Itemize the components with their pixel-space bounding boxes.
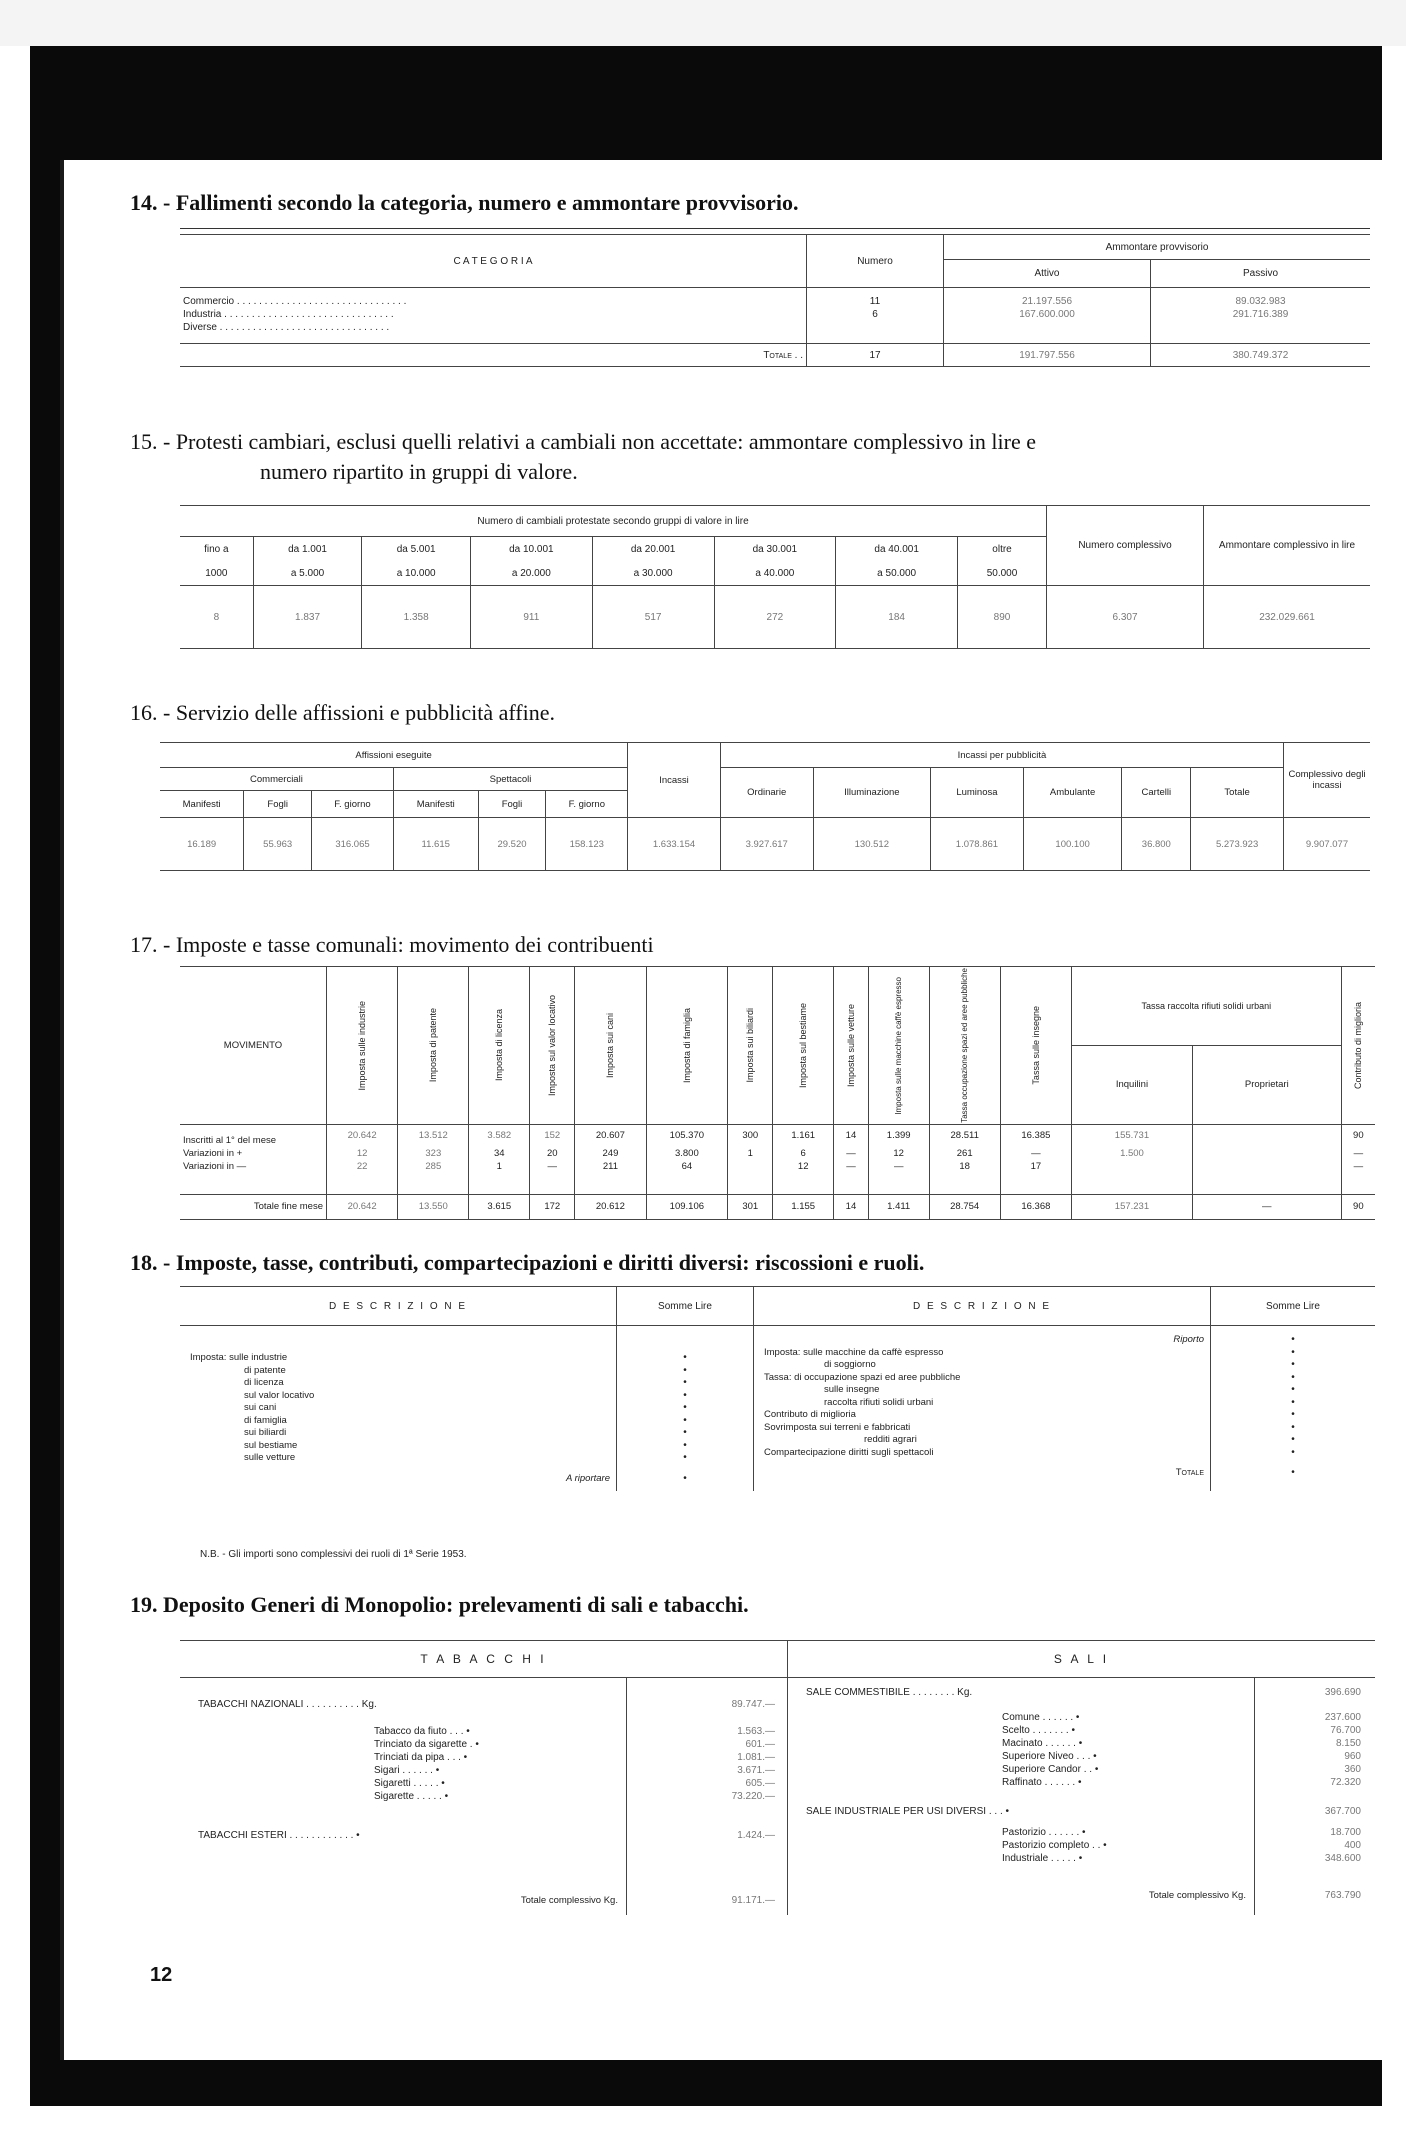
col-ordinarie: Ordinarie xyxy=(720,768,813,818)
value-cell: 5.273.923 xyxy=(1191,818,1284,871)
value-cell: 184 xyxy=(836,586,958,649)
right-desc-block: Riporto Imposta: sulle macchine da caffè espresso di soggiorno Tassa: di occupazione spazi ed aree pubbliche sulle insegne raccolta rifiuti solidi urbani Contributo di miglioria Sovrimposta sui terreni e fabbricati redditi agrari Compartecipazione diritti sugli spettacoli Totale xyxy=(754,1326,1211,1492)
value-cell: 29.520 xyxy=(478,818,546,871)
value-cell: — xyxy=(834,1147,869,1160)
value-cell: 28.511 xyxy=(929,1124,1000,1147)
cell-num xyxy=(807,321,944,344)
table-17 xyxy=(180,966,1375,1220)
total-cell: 90 xyxy=(1341,1194,1375,1219)
page-number: 12 xyxy=(150,1964,173,1986)
col-cani: Imposta sui cani xyxy=(575,967,646,1125)
cell-num: 11 xyxy=(807,288,944,309)
section-16-title: 16. - Servizio delle affissioni e pubblicità affine. xyxy=(130,700,556,725)
section-18-title: 18. - Imposte, tasse, contributi, compartecipazioni e diritti diversi: riscossioni e ruoli. xyxy=(130,1250,925,1275)
value-cell: 211 xyxy=(575,1160,646,1195)
section-17-title: 17. - Imposte e tasse comunali: movimento dei contribuenti xyxy=(130,932,654,957)
value-cell: 8 xyxy=(180,586,253,649)
range-from: da 1.001 xyxy=(253,537,362,562)
table-total-row xyxy=(180,344,1370,367)
value-cell: 6 xyxy=(773,1147,834,1160)
value-cell xyxy=(1192,1147,1341,1160)
value-cell: 249 xyxy=(575,1147,646,1160)
col-famiglia: Imposta di famiglia xyxy=(646,967,728,1125)
value-cell: 517 xyxy=(592,586,714,649)
cell-cat: Commercio . . . . . . . . . . . . . . . . . . . . . . . . . . . . . . . xyxy=(180,288,807,309)
col-inquilini: Inquilini xyxy=(1071,1045,1192,1124)
value-cell: 105.370 xyxy=(646,1124,728,1147)
value-cell: 34 xyxy=(469,1147,530,1160)
cell-cat: Industria . . . . . . . . . . . . . . . . . . . . . . . . . . . . . . . xyxy=(180,308,807,321)
section-14-title: 14. - Fallimenti secondo la categoria, numero e ammontare provvisorio. xyxy=(130,190,799,215)
col-somme-right: Somme Lire xyxy=(1211,1287,1376,1326)
table-row xyxy=(180,308,1370,321)
total-cell: 1.411 xyxy=(868,1194,929,1219)
value-cell: 890 xyxy=(958,586,1047,649)
col-totale: Totale xyxy=(1191,768,1284,818)
col-illuminazione: Illuminazione xyxy=(813,768,931,818)
value-cell: 1.500 xyxy=(1071,1147,1192,1160)
col-insegne: Tassa sulle insegne xyxy=(1000,967,1071,1125)
row-label: Variazioni in + xyxy=(180,1147,327,1160)
col-tabacchi: T A B A C C H I xyxy=(180,1641,788,1678)
value-cell xyxy=(1192,1160,1341,1195)
value-cell: 55.963 xyxy=(244,818,312,871)
section-18-note: N.B. - Gli importi sono complessivi dei ruoli di 1ª Serie 1953. xyxy=(200,1549,467,1560)
col-fgiorno: F. giorno xyxy=(312,791,394,818)
divider xyxy=(180,228,1370,229)
table-total-row xyxy=(180,1194,1375,1219)
col-ammontare-complessivo: Ammontare complessivo in lire xyxy=(1204,506,1371,586)
left-desc-block: Imposta: sulle industrie di patente di licenza sul valor locativo sui cani di famiglia sui biliardi sul bestiame sulle vetture A riportare xyxy=(180,1326,617,1492)
value-cell: 18 xyxy=(929,1160,1000,1195)
value-cell: 155.731 xyxy=(1071,1124,1192,1147)
col-numero: Numero xyxy=(807,235,944,288)
table-19 xyxy=(180,1640,1375,1915)
col-bestiame: Imposta sul bestiame xyxy=(773,967,834,1125)
value-cell: 100.100 xyxy=(1023,818,1122,871)
sali-totale-label: Totale complessivo Kg. xyxy=(1148,1890,1246,1901)
value-cell: 12 xyxy=(868,1147,929,1160)
value-cell: 261 xyxy=(929,1147,1000,1160)
total-pas: 380.749.372 xyxy=(1151,344,1371,367)
value-cell: 9.907.077 xyxy=(1284,818,1371,871)
value-cell: 152 xyxy=(530,1124,575,1147)
cell-cat: Diverse . . . . . . . . . . . . . . . . . . . . . . . . . . . . . . . xyxy=(180,321,807,344)
col-ammontare: Ammontare provvisorio xyxy=(944,235,1371,260)
total-label: Totale . . xyxy=(180,344,807,367)
cell-num: 6 xyxy=(807,308,944,321)
sale-commestibile-label: SALE COMMESTIBILE . . . . . . . . Kg. xyxy=(806,1687,973,1698)
value-cell: 1 xyxy=(728,1147,773,1160)
value-cell: 300 xyxy=(728,1124,773,1147)
range-from: da 20.001 xyxy=(592,537,714,562)
range-from: da 40.001 xyxy=(836,537,958,562)
value-cell: 1.161 xyxy=(773,1124,834,1147)
col-occupazione: Tassa occupazione spazi ed aree pubbliche xyxy=(929,967,1000,1125)
col-fgiorno: F. giorno xyxy=(546,791,628,818)
value-cell: 316.065 xyxy=(312,818,394,871)
value-cell: 22 xyxy=(327,1160,398,1195)
col-cartelli: Cartelli xyxy=(1122,768,1191,818)
total-cell: 20.612 xyxy=(575,1194,646,1219)
total-att: 191.797.556 xyxy=(944,344,1151,367)
col-licenza: Imposta di licenza xyxy=(469,967,530,1125)
cell-pas: 291.716.389 xyxy=(1151,308,1371,321)
col-luminosa: Luminosa xyxy=(931,768,1024,818)
value-cell: 13.512 xyxy=(398,1124,469,1147)
sali-desc-block: SALE COMMESTIBILE . . . . . . . . Kg. Comune . . . . . . • Scelto . . . . . . . • Macinato . . . . . . • Superiore Niveo . . . • Superiore Candor . . • Raffinato . . . . . . • SALE INDUSTRIALE PER USI DIVERSI . . . • Pastorizio . . . . . . • Pastorizio completo . . • Industriale . . . . . • Totale complessivo Kg. xyxy=(788,1678,1255,1916)
col-manifesti: Manifesti xyxy=(160,791,244,818)
col-somme-left: Somme Lire xyxy=(617,1287,754,1326)
value-cell: 285 xyxy=(398,1160,469,1195)
col-movimento: MOVIMENTO xyxy=(180,967,327,1125)
col-biliardi: Imposta sui biliardi xyxy=(728,967,773,1125)
col-sali: S A L I xyxy=(788,1641,1376,1678)
value-cell xyxy=(1071,1160,1192,1195)
sali-values-block: 396.690 237.600 76.700 8.150 960 360 72.320 367.700 18.700 400 348.600 763.790 xyxy=(1255,1678,1376,1916)
total-cell: 157.231 xyxy=(1071,1194,1192,1219)
col-descrizione-left: D E S C R I Z I O N E xyxy=(180,1287,617,1326)
col-affissioni: Affissioni eseguite xyxy=(160,743,628,768)
table-15 xyxy=(180,505,1370,649)
total-cell: 3.615 xyxy=(469,1194,530,1219)
value-cell: 11.615 xyxy=(393,818,478,871)
left-somme-block: • • • • • • • • • • xyxy=(617,1326,754,1492)
range-from: da 30.001 xyxy=(714,537,836,562)
value-cell: 1.633.154 xyxy=(628,818,721,871)
value-cell: — xyxy=(868,1160,929,1195)
range-to: a 50.000 xyxy=(836,561,958,586)
value-cell: 323 xyxy=(398,1147,469,1160)
col-attivo: Attivo xyxy=(944,260,1151,288)
col-patente: Imposta di patente xyxy=(398,967,469,1125)
col-manifesti: Manifesti xyxy=(393,791,478,818)
value-cell: 272 xyxy=(714,586,836,649)
col-commerciali: Commerciali xyxy=(160,768,393,791)
value-cell: 1.078.861 xyxy=(931,818,1024,871)
table-row xyxy=(180,1160,1375,1195)
value-cell: — xyxy=(530,1160,575,1195)
range-to: a 20.000 xyxy=(470,561,592,586)
value-cell: 20.607 xyxy=(575,1124,646,1147)
section-19-title: 19. Deposito Generi di Monopolio: prelevamenti di sali e tabacchi. xyxy=(130,1592,749,1617)
table-row xyxy=(180,586,1370,649)
value-cell: 1 xyxy=(469,1160,530,1195)
total-cell: 13.550 xyxy=(398,1194,469,1219)
value-cell: — xyxy=(834,1160,869,1195)
value-cell: 16.385 xyxy=(1000,1124,1071,1147)
value-cell: 158.123 xyxy=(546,818,628,871)
value-cell: 36.800 xyxy=(1122,818,1191,871)
col-spettacoli: Spettacoli xyxy=(393,768,627,791)
col-caffe: Imposta sulle macchine caffè espresso xyxy=(868,967,929,1125)
value-cell: 1.358 xyxy=(362,586,471,649)
value-cell: 20.642 xyxy=(327,1124,398,1147)
total-label: Totale fine mese xyxy=(180,1194,327,1219)
col-ambulante: Ambulante xyxy=(1023,768,1122,818)
sale-industriale-label: SALE INDUSTRIALE PER USI DIVERSI . . . • xyxy=(806,1806,1010,1817)
total-cell: 20.642 xyxy=(327,1194,398,1219)
range-to: 1000 xyxy=(180,561,253,586)
table-row xyxy=(180,1124,1375,1147)
value-cell: — xyxy=(1341,1160,1375,1195)
right-somme-block: • • • • • • • • • • • xyxy=(1211,1326,1376,1492)
total-cell: 109.106 xyxy=(646,1194,728,1219)
value-cell: 12 xyxy=(773,1160,834,1195)
value-cell: 130.512 xyxy=(813,818,931,871)
total-cell: 1.155 xyxy=(773,1194,834,1219)
col-industrie: Imposta sulle industrie xyxy=(327,967,398,1125)
tabacchi-values-block: 89.747.— 1.563.— 601.— 1.081.— 3.671.— 605.— 73.220.— 1.424.— 91.171.— xyxy=(627,1678,788,1916)
table-row xyxy=(160,818,1370,871)
table-row xyxy=(180,1147,1375,1160)
table-16 xyxy=(160,742,1370,871)
value-cell: — xyxy=(1000,1147,1071,1160)
cell-att: 167.600.000 xyxy=(944,308,1151,321)
value-cell: 64 xyxy=(646,1160,728,1195)
cell-att xyxy=(944,321,1151,344)
value-total-ammontare: 232.029.661 xyxy=(1204,586,1371,649)
col-proprietari: Proprietari xyxy=(1192,1045,1341,1124)
col-contributo: Contributo di miglioria xyxy=(1341,967,1375,1125)
tabacchi-desc-block: TABACCHI NAZIONALI . . . . . . . . . . Kg. Tabacco da fiuto . . . • Trinciato da sigarette . • Trinciati da pipa . . . • Sigari . . . . . . • Sigaretti . . . . . • Sigarette . . . . . • TABACCHI ESTERI . . . . . . . . . . . . • Totale complessivo Kg. xyxy=(180,1678,627,1916)
section-15-title: 15. - Protesti cambiari, esclusi quelli relativi a cambiali non accettate: ammontare complessivo in lire e numero ripartito in gruppi di valore. xyxy=(130,429,1036,484)
total-cell: 28.754 xyxy=(929,1194,1000,1219)
col-passivo: Passivo xyxy=(1151,260,1371,288)
value-cell xyxy=(1192,1124,1341,1147)
col-fogli: Fogli xyxy=(244,791,312,818)
range-to: a 40.000 xyxy=(714,561,836,586)
tabacchi-esteri-label: TABACCHI ESTERI . . . . . . . . . . . . • xyxy=(198,1830,360,1841)
scan-background-top xyxy=(0,0,1406,46)
total-cell: 16.368 xyxy=(1000,1194,1071,1219)
col-rifiuti: Tassa raccolta rifiuti solidi urbani xyxy=(1071,967,1341,1046)
col-categoria: C A T E G O R I A xyxy=(180,235,807,288)
value-cell: 3.800 xyxy=(646,1147,728,1160)
range-from: fino a xyxy=(180,537,253,562)
col-incassi: Incassi xyxy=(628,743,721,818)
value-cell: 20 xyxy=(530,1147,575,1160)
value-total-numero: 6.307 xyxy=(1047,586,1204,649)
total-num: 17 xyxy=(807,344,944,367)
col-vetture: Imposta sulle vetture xyxy=(834,967,869,1125)
col-incassi-pubblicita: Incassi per pubblicità xyxy=(720,743,1283,768)
tabacchi-totale-label: Totale complessivo Kg. xyxy=(520,1895,618,1906)
range-to: a 10.000 xyxy=(362,561,471,586)
col-complessivo: Complessivo degli incassi xyxy=(1284,743,1371,818)
value-cell xyxy=(728,1160,773,1195)
row-label: Variazioni in — xyxy=(180,1160,327,1195)
value-cell: 3.582 xyxy=(469,1124,530,1147)
range-from: da 5.001 xyxy=(362,537,471,562)
value-cell: 17 xyxy=(1000,1160,1071,1195)
cell-pas xyxy=(1151,321,1371,344)
table-row xyxy=(180,321,1370,344)
col-numero-complessivo: Numero complessivo xyxy=(1047,506,1204,586)
range-to: a 30.000 xyxy=(592,561,714,586)
total-cell: — xyxy=(1192,1194,1341,1219)
value-cell: 1.399 xyxy=(868,1124,929,1147)
total-cell: 301 xyxy=(728,1194,773,1219)
col-valor-locativo: Imposta sul valor locativo xyxy=(530,967,575,1125)
cell-att: 21.197.556 xyxy=(944,288,1151,309)
value-cell: 12 xyxy=(327,1147,398,1160)
value-cell: 1.837 xyxy=(253,586,362,649)
range-to: 50.000 xyxy=(958,561,1047,586)
table-14 xyxy=(180,234,1370,367)
value-cell: 16.189 xyxy=(160,818,244,871)
col-gruppi: Numero di cambiali protestate secondo gruppi di valore in lire xyxy=(180,506,1047,537)
range-from: oltre xyxy=(958,537,1047,562)
row-label: Inscritti al 1° del mese xyxy=(180,1124,327,1147)
col-fogli: Fogli xyxy=(478,791,546,818)
total-cell: 172 xyxy=(530,1194,575,1219)
table-18 xyxy=(180,1286,1375,1491)
value-cell: 90 xyxy=(1341,1124,1375,1147)
col-descrizione-right: D E S C R I Z I O N E xyxy=(754,1287,1211,1326)
table-row xyxy=(180,288,1370,309)
value-cell: 14 xyxy=(834,1124,869,1147)
tabacchi-nazionali-label: TABACCHI NAZIONALI . . . . . . . . . . Kg. xyxy=(198,1699,377,1710)
total-cell: 14 xyxy=(834,1194,869,1219)
range-to: a 5.000 xyxy=(253,561,362,586)
value-cell: 911 xyxy=(470,586,592,649)
range-from: da 10.001 xyxy=(470,537,592,562)
value-cell: 3.927.617 xyxy=(720,818,813,871)
value-cell: — xyxy=(1341,1147,1375,1160)
cell-pas: 89.032.983 xyxy=(1151,288,1371,309)
